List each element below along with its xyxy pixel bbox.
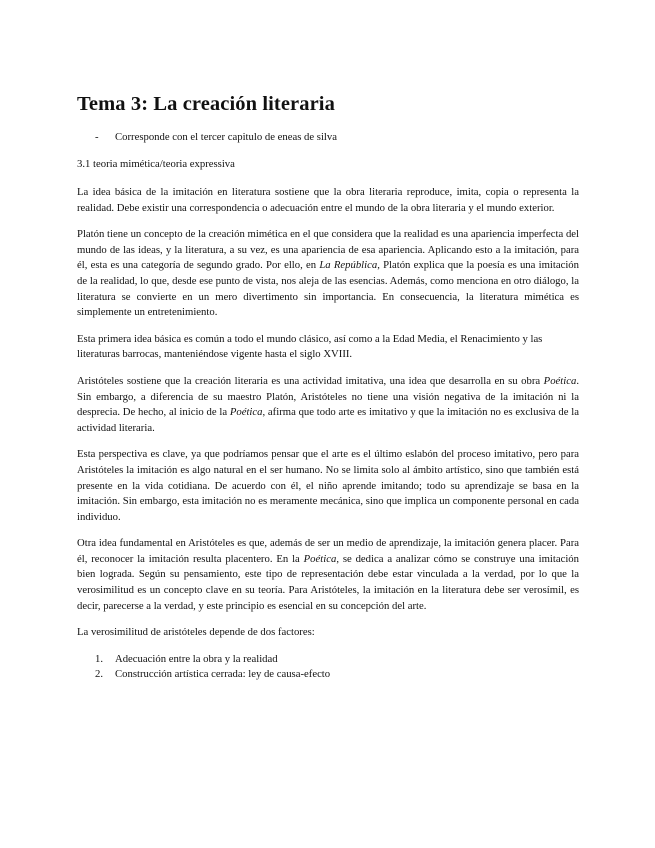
- list-item-text: Adecuación entre la obra y la realidad: [115, 652, 278, 665]
- paragraph-4-italic-1: Poética: [543, 374, 577, 387]
- paragraph-6-part-b: , se dedica a analizar cómo se construye una imitación bien lograda. Según su pensamiento, este tipo de representación debe estar vinculada a la verdad, por lo que la verosimilitud es un concepto clave en su teoría. Para Aristóteles, la imitación en la literatura debe ser verosímil, es decir, parecerse a la verdad, y este principio es esencial en su concepción del arte.: [77, 552, 579, 612]
- bullet-marker: -: [95, 131, 99, 143]
- list-item: [77, 652, 579, 668]
- document-title: Tema 3: La creación literaria: [77, 93, 335, 115]
- paragraph-2: [77, 227, 579, 321]
- paragraph-3: Esta primera idea básica es común a todo el mundo clásico, así como a la Edad Media, el Renacimiento y las literaturas barrocas, manteniéndose vigente hasta el siglo XVIII.: [77, 332, 543, 361]
- paragraph-6: [77, 536, 579, 614]
- paragraph-6-italic: Poética: [303, 552, 337, 565]
- paragraph-6-part-a: Otra idea fundamental en Aristóteles es que, además de ser un medio de aprendizaje, la imitación genera placer. Para él, reconocer la imitación resulta placentero. En la: [77, 537, 579, 565]
- paragraph-4: [77, 374, 579, 436]
- list-item-number: 2.: [95, 668, 104, 681]
- paragraph-4-part-a: Aristóteles sostiene que la creación literaria es una actividad imitativa, una idea que desarrolla en su obra: [77, 374, 544, 387]
- paragraph-2-part-b: , Platón explica que la poesía es una imitación de la realidad, lo que, desde ese punto de vista, nos aleja de las esencias. Además, como menciona en otro diálogo, la literatura se convierte en un mero divertimento sin importancia. En consecuencia, la literatura mimética es simplemente un entretenimiento.: [77, 259, 579, 319]
- numbered-list: [77, 652, 579, 683]
- paragraph-1: La idea básica de la imitación en literatura sostiene que la obra literaria reproduce, imita, copia o representa la realidad. Debe existir una correspondencia o adecuación entre el mundo de la obra literaria y el mundo exterior.: [77, 186, 579, 214]
- paragraph-4-part-b: . Sin embargo, a diferencia de su maestro Platón, Aristóteles no tiene una visión negativa de la imitación ni la desprecia. De hecho, al inicio de la: [77, 374, 579, 419]
- document-page: [77, 92, 579, 683]
- section-subheading: 3.1 teoria mimética/teoria expressiva: [77, 158, 235, 170]
- paragraph-2-part-a: Platón tiene un concepto de la creación mimética en el que considera que la realidad es una apariencia imperfecta del mundo de las ideas, y la literatura, a su vez, es una apariencia de esa apariencia. Aplicando esto a la imitación, para él, esta es una categoría de segundo grado. Por ello, en: [77, 228, 579, 272]
- paragraph-4-italic-2: Poética: [229, 406, 263, 419]
- paragraph-7: La verosimilitud de aristóteles depende de dos factores:: [77, 626, 315, 639]
- bullet-text: Corresponde con el tercer capitulo de eneas de silva: [115, 131, 337, 143]
- list-item-text: Construcción artística cerrada: ley de causa-efecto: [115, 668, 331, 681]
- bullet-item: [77, 130, 579, 145]
- paragraph-5: Esta perspectiva es clave, ya que podríamos pensar que el arte es el último eslabón del proceso imitativo, pero para Aristóteles la imitación es algo natural en el ser humano. No se limita solo al ámbito artístico, sino que también está presente en la vida cotidiana. De acuerdo con él, el niño aprende imitando; todo su aprendizaje se basa en la imitación. Sin embargo, esta imitación no es meramente mecánica, sino que implica un componente personal en cada individuo.: [77, 448, 579, 523]
- paragraph-2-italic: La República: [319, 259, 378, 272]
- paragraph-4-part-c: , afirma que todo arte es imitativo y que la imitación no es exclusiva de la actividad literaria.: [77, 406, 579, 434]
- list-item-number: 1.: [95, 652, 104, 665]
- list-item: [77, 667, 579, 683]
